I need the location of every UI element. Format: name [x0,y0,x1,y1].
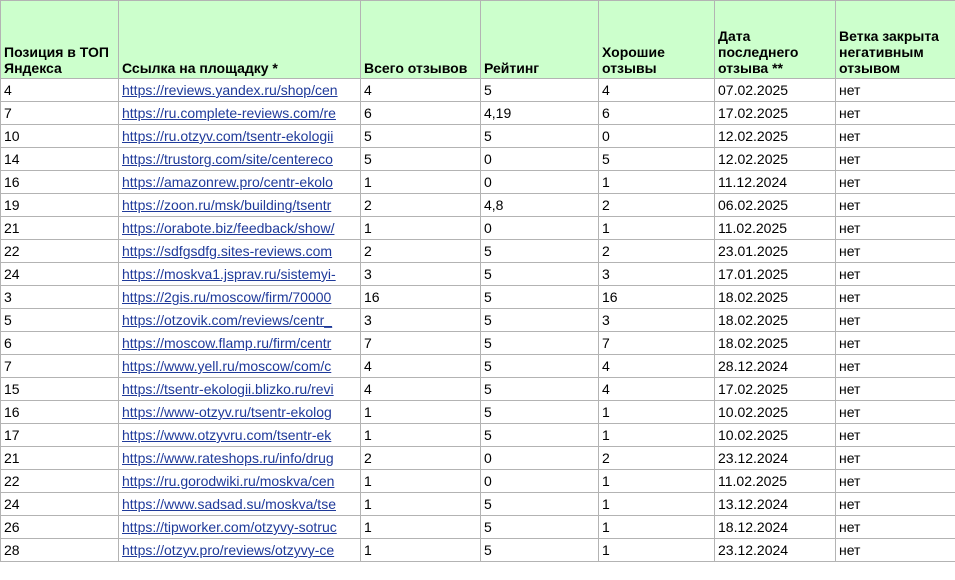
closed-negative-cell[interactable]: нет [836,539,955,562]
good-reviews-cell[interactable]: 1 [599,539,715,562]
last-review-date-cell[interactable]: 11.02.2025 [715,470,836,493]
total-reviews-cell[interactable]: 3 [361,263,481,286]
position-cell[interactable]: 26 [1,516,119,539]
last-review-date-cell[interactable]: 23.12.2024 [715,447,836,470]
last-review-date-cell[interactable]: 18.02.2025 [715,286,836,309]
closed-negative-cell[interactable]: нет [836,378,955,401]
link-cell[interactable]: https://moscow.flamp.ru/firm/centr [119,332,361,355]
closed-negative-cell[interactable]: нет [836,217,955,240]
total-reviews-cell[interactable]: 3 [361,309,481,332]
rating-cell[interactable]: 0 [481,148,599,171]
position-cell[interactable]: 22 [1,240,119,263]
link-cell[interactable]: https://2gis.ru/moscow/firm/70000 [119,286,361,309]
rating-cell[interactable]: 5 [481,355,599,378]
header-rating[interactable]: Рейтинг [481,1,599,79]
header-link[interactable]: Ссылка на площадку * [119,1,361,79]
good-reviews-cell[interactable]: 5 [599,148,715,171]
link-cell[interactable]: https://sdfgsdfg.sites-reviews.com [119,240,361,263]
table-row [1,378,955,401]
closed-negative-cell[interactable]: нет [836,125,955,148]
position-cell[interactable]: 3 [1,286,119,309]
total-reviews-cell[interactable]: 2 [361,240,481,263]
position-cell[interactable]: 24 [1,493,119,516]
table-row [1,447,955,470]
table-row [1,401,955,424]
rating-cell[interactable]: 5 [481,79,599,102]
good-reviews-cell[interactable]: 6 [599,102,715,125]
link-cell[interactable]: https://amazonrew.pro/centr-ekolo [119,171,361,194]
position-cell[interactable]: 21 [1,217,119,240]
rating-cell[interactable]: 5 [481,332,599,355]
position-cell[interactable]: 14 [1,148,119,171]
table-row [1,148,955,171]
total-reviews-cell[interactable]: 5 [361,148,481,171]
last-review-date-cell[interactable]: 07.02.2025 [715,79,836,102]
total-reviews-cell[interactable]: 4 [361,355,481,378]
table-row [1,217,955,240]
rating-cell[interactable]: 0 [481,470,599,493]
good-reviews-cell[interactable]: 4 [599,355,715,378]
good-reviews-cell[interactable]: 2 [599,240,715,263]
link-cell[interactable]: https://ru.gorodwiki.ru/moskva/cen [119,470,361,493]
table-row [1,424,955,447]
total-reviews-cell[interactable]: 4 [361,79,481,102]
last-review-date-cell[interactable]: 23.01.2025 [715,240,836,263]
closed-negative-cell[interactable]: нет [836,79,955,102]
position-cell[interactable]: 6 [1,332,119,355]
last-review-date-cell[interactable]: 10.02.2025 [715,424,836,447]
total-reviews-cell[interactable]: 4 [361,378,481,401]
table-row [1,332,955,355]
table-row [1,286,955,309]
good-reviews-cell[interactable]: 16 [599,286,715,309]
rating-cell[interactable]: 5 [481,286,599,309]
link-cell[interactable]: https://orabote.biz/feedback/show/ [119,217,361,240]
closed-negative-cell[interactable]: нет [836,401,955,424]
rating-cell[interactable]: 0 [481,447,599,470]
header-position[interactable]: Позиция в ТОП Яндекса [1,1,119,79]
last-review-date-cell[interactable]: 11.02.2025 [715,217,836,240]
total-reviews-cell[interactable]: 2 [361,447,481,470]
header-row [1,1,955,79]
good-reviews-cell[interactable]: 7 [599,332,715,355]
rating-cell[interactable]: 5 [481,539,599,562]
position-cell[interactable]: 24 [1,263,119,286]
total-reviews-cell[interactable]: 6 [361,102,481,125]
last-review-date-cell[interactable]: 18.02.2025 [715,332,836,355]
link-cell[interactable]: https://www.yell.ru/moscow/com/c [119,355,361,378]
last-review-date-cell[interactable]: 10.02.2025 [715,401,836,424]
total-reviews-cell[interactable]: 1 [361,424,481,447]
link-cell[interactable]: https://tsentr-ekologii.blizko.ru/revi [119,378,361,401]
closed-negative-cell[interactable]: нет [836,309,955,332]
position-cell[interactable]: 7 [1,102,119,125]
rating-cell[interactable]: 5 [481,378,599,401]
table-row [1,194,955,217]
position-cell[interactable]: 16 [1,171,119,194]
closed-negative-cell[interactable]: нет [836,424,955,447]
total-reviews-cell[interactable]: 1 [361,516,481,539]
closed-negative-cell[interactable]: нет [836,516,955,539]
position-cell[interactable]: 10 [1,125,119,148]
table-row [1,355,955,378]
position-cell[interactable]: 17 [1,424,119,447]
rating-cell[interactable]: 4,8 [481,194,599,217]
rating-cell[interactable]: 5 [481,125,599,148]
good-reviews-cell[interactable]: 1 [599,493,715,516]
last-review-date-cell[interactable]: 28.12.2024 [715,355,836,378]
closed-negative-cell[interactable]: нет [836,240,955,263]
position-cell[interactable]: 15 [1,378,119,401]
header-last-review-date[interactable]: Дата последнего отзыва ** [715,1,836,79]
link-cell[interactable]: https://www-otzyv.ru/tsentr-ekolog [119,401,361,424]
position-cell[interactable]: 16 [1,401,119,424]
last-review-date-cell[interactable]: 11.12.2024 [715,171,836,194]
rating-cell[interactable]: 0 [481,171,599,194]
link-cell[interactable]: https://moskva1.jsprav.ru/sistemyi- [119,263,361,286]
closed-negative-cell[interactable]: нет [836,148,955,171]
good-reviews-cell[interactable]: 1 [599,470,715,493]
last-review-date-cell[interactable]: 18.12.2024 [715,516,836,539]
good-reviews-cell[interactable]: 3 [599,309,715,332]
good-reviews-cell[interactable]: 2 [599,194,715,217]
table-row [1,493,955,516]
closed-negative-cell[interactable]: нет [836,355,955,378]
table-row [1,79,955,102]
header-good-reviews[interactable]: Хорошие отзывы [599,1,715,79]
header-closed-negative[interactable]: Ветка закрыта негативным отзывом [836,1,955,79]
position-cell[interactable]: 7 [1,355,119,378]
good-reviews-cell[interactable]: 0 [599,125,715,148]
good-reviews-cell[interactable]: 3 [599,263,715,286]
table-row [1,263,955,286]
link-cell[interactable]: https://reviews.yandex.ru/shop/cen [119,79,361,102]
table-row [1,470,955,493]
link-cell[interactable]: https://www.rateshops.ru/info/drug [119,447,361,470]
link-cell[interactable]: https://www.otzyvru.com/tsentr-ek [119,424,361,447]
closed-negative-cell[interactable]: нет [836,194,955,217]
link-cell[interactable]: https://otzovik.com/reviews/centr_ [119,309,361,332]
closed-negative-cell[interactable]: нет [836,171,955,194]
position-cell[interactable]: 4 [1,79,119,102]
table-row [1,102,955,125]
link-cell[interactable]: https://tipworker.com/otzyvy-sotruc [119,516,361,539]
rating-cell[interactable]: 5 [481,263,599,286]
last-review-date-cell[interactable]: 13.12.2024 [715,493,836,516]
closed-negative-cell[interactable]: нет [836,447,955,470]
header-total-reviews[interactable]: Всего отзывов [361,1,481,79]
last-review-date-cell[interactable]: 12.02.2025 [715,148,836,171]
position-cell[interactable]: 22 [1,470,119,493]
rating-cell[interactable]: 4,19 [481,102,599,125]
rating-cell[interactable]: 0 [481,217,599,240]
last-review-date-cell[interactable]: 17.02.2025 [715,102,836,125]
table-row [1,516,955,539]
link-cell[interactable]: https://trustorg.com/site/centereco [119,148,361,171]
good-reviews-cell[interactable]: 1 [599,401,715,424]
total-reviews-cell[interactable]: 5 [361,125,481,148]
last-review-date-cell[interactable]: 23.12.2024 [715,539,836,562]
position-cell[interactable]: 5 [1,309,119,332]
link-cell[interactable]: https://www.sadsad.su/moskva/tse [119,493,361,516]
total-reviews-cell[interactable]: 1 [361,401,481,424]
link-cell[interactable]: https://ru.otzyv.com/tsentr-ekologii [119,125,361,148]
good-reviews-cell[interactable]: 4 [599,378,715,401]
total-reviews-cell[interactable]: 1 [361,493,481,516]
link-cell[interactable]: https://otzyv.pro/reviews/otzyvy-ce [119,539,361,562]
rating-cell[interactable]: 5 [481,240,599,263]
last-review-date-cell[interactable]: 17.01.2025 [715,263,836,286]
position-cell[interactable]: 28 [1,539,119,562]
total-reviews-cell[interactable]: 1 [361,217,481,240]
total-reviews-cell[interactable]: 1 [361,171,481,194]
good-reviews-cell[interactable]: 2 [599,447,715,470]
last-review-date-cell[interactable]: 18.02.2025 [715,309,836,332]
closed-negative-cell[interactable]: нет [836,286,955,309]
position-cell[interactable]: 19 [1,194,119,217]
table-row [1,125,955,148]
position-cell[interactable]: 21 [1,447,119,470]
total-reviews-cell[interactable]: 1 [361,539,481,562]
last-review-date-cell[interactable]: 06.02.2025 [715,194,836,217]
rating-cell[interactable]: 5 [481,309,599,332]
closed-negative-cell[interactable]: нет [836,332,955,355]
table-row [1,309,955,332]
rating-cell[interactable]: 5 [481,516,599,539]
link-cell[interactable]: https://ru.complete-reviews.com/re [119,102,361,125]
rating-cell[interactable]: 5 [481,401,599,424]
good-reviews-cell[interactable]: 1 [599,516,715,539]
last-review-date-cell[interactable]: 12.02.2025 [715,125,836,148]
closed-negative-cell[interactable]: нет [836,470,955,493]
table-row [1,171,955,194]
good-reviews-cell[interactable]: 1 [599,171,715,194]
good-reviews-cell[interactable]: 1 [599,217,715,240]
total-reviews-cell[interactable]: 16 [361,286,481,309]
table-row [1,240,955,263]
table-row [1,539,955,562]
rating-cell[interactable]: 5 [481,424,599,447]
link-cell[interactable]: https://zoon.ru/msk/building/tsentr [119,194,361,217]
total-reviews-cell[interactable]: 7 [361,332,481,355]
closed-negative-cell[interactable]: нет [836,102,955,125]
good-reviews-cell[interactable]: 4 [599,79,715,102]
good-reviews-cell[interactable]: 1 [599,424,715,447]
total-reviews-cell[interactable]: 2 [361,194,481,217]
last-review-date-cell[interactable]: 17.02.2025 [715,378,836,401]
total-reviews-cell[interactable]: 1 [361,470,481,493]
closed-negative-cell[interactable]: нет [836,263,955,286]
rating-cell[interactable]: 5 [481,493,599,516]
closed-negative-cell[interactable]: нет [836,493,955,516]
